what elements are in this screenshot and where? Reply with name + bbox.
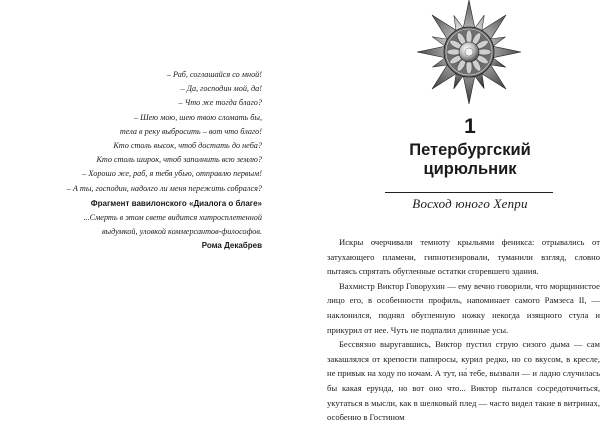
dialogue-line: – Что же тогда благо? [178,98,262,108]
chapter-number: 1 [464,115,476,138]
chapter-body [327,235,600,425]
dialogue-source: Фрагмент вавилонского «Диалога о благе» [90,198,262,208]
dialogue-line: – Да, господин мой, да! [180,84,262,94]
left-page [0,0,300,424]
dialogue-line: – А ты, господин, надолго ли меня пережить собрался? [66,183,262,193]
body-paragraph: Искры очерчивали темноту крыльями феникса: отрывались от затухающего пламени, гипнотизировали, туманили взгляд, словно пытаясь спрятать обугленные остатки сгоревшего здания. [327,237,600,277]
body-paragraph: Бессвязно выругавшись, Виктор пустил струю сизого дыма — сам закашлялся от крепости папиросы, курил редко, но со вкусом, в кресле, не привык на ходу по ночам. А тут, на́ тебе, вызвали — и ладно случилась бы какая ерунда, но вот оно что... Виктор пытался сосредоточиться, укутаться в мысли, как в шелковый плед — часто видел такие в витринах, особенно в Гостином [327,339,600,423]
dialogue-line: – Шею мою, шею твою сломать бы, [133,112,262,122]
subtitle-divider [385,192,553,193]
chapter-title-line: цирюльник [423,160,517,178]
quote-author: Рома Декабрев [201,241,262,250]
chapter-title [300,141,600,179]
dialogue-line: Кто столь широк, чтоб заполнить всю землю? [96,155,262,165]
chapter-subtitle: Восход юного Хепри [412,196,528,211]
dialogue-line: тела в реку выбросить – вот что благо! [119,126,262,136]
body-paragraph: Вахмистр Виктор Говорухин — ему вечно говорили, что морщинистое лицо его, в особенности профиль, напоминает самого Рамзеса II, — наклонился, поднял обугленную ножку некогда изящного стула и прикурил от нее. Чуть не подпалил длинные усы. [327,280,600,335]
quote-line: выдумкой, уловкой коммерсантов-философов. [101,226,262,236]
right-page [300,0,600,424]
chapter-title-line: Петербургский [409,141,531,159]
epigraph-dialogue [12,68,262,211]
dialogue-line: Кто столь высок, чтоб достать до неба? [113,141,262,151]
dialogue-line: – Раб, соглашайся со мной! [166,70,262,79]
epigraph-quote [12,211,262,253]
quote-line: ...Смерть в этом свете видится хитросплетенной [83,213,262,222]
dialogue-line: – Хорошо же, раб, я тебя убью, отправлю первым! [82,169,262,179]
star-medallion-icon [413,0,525,112]
